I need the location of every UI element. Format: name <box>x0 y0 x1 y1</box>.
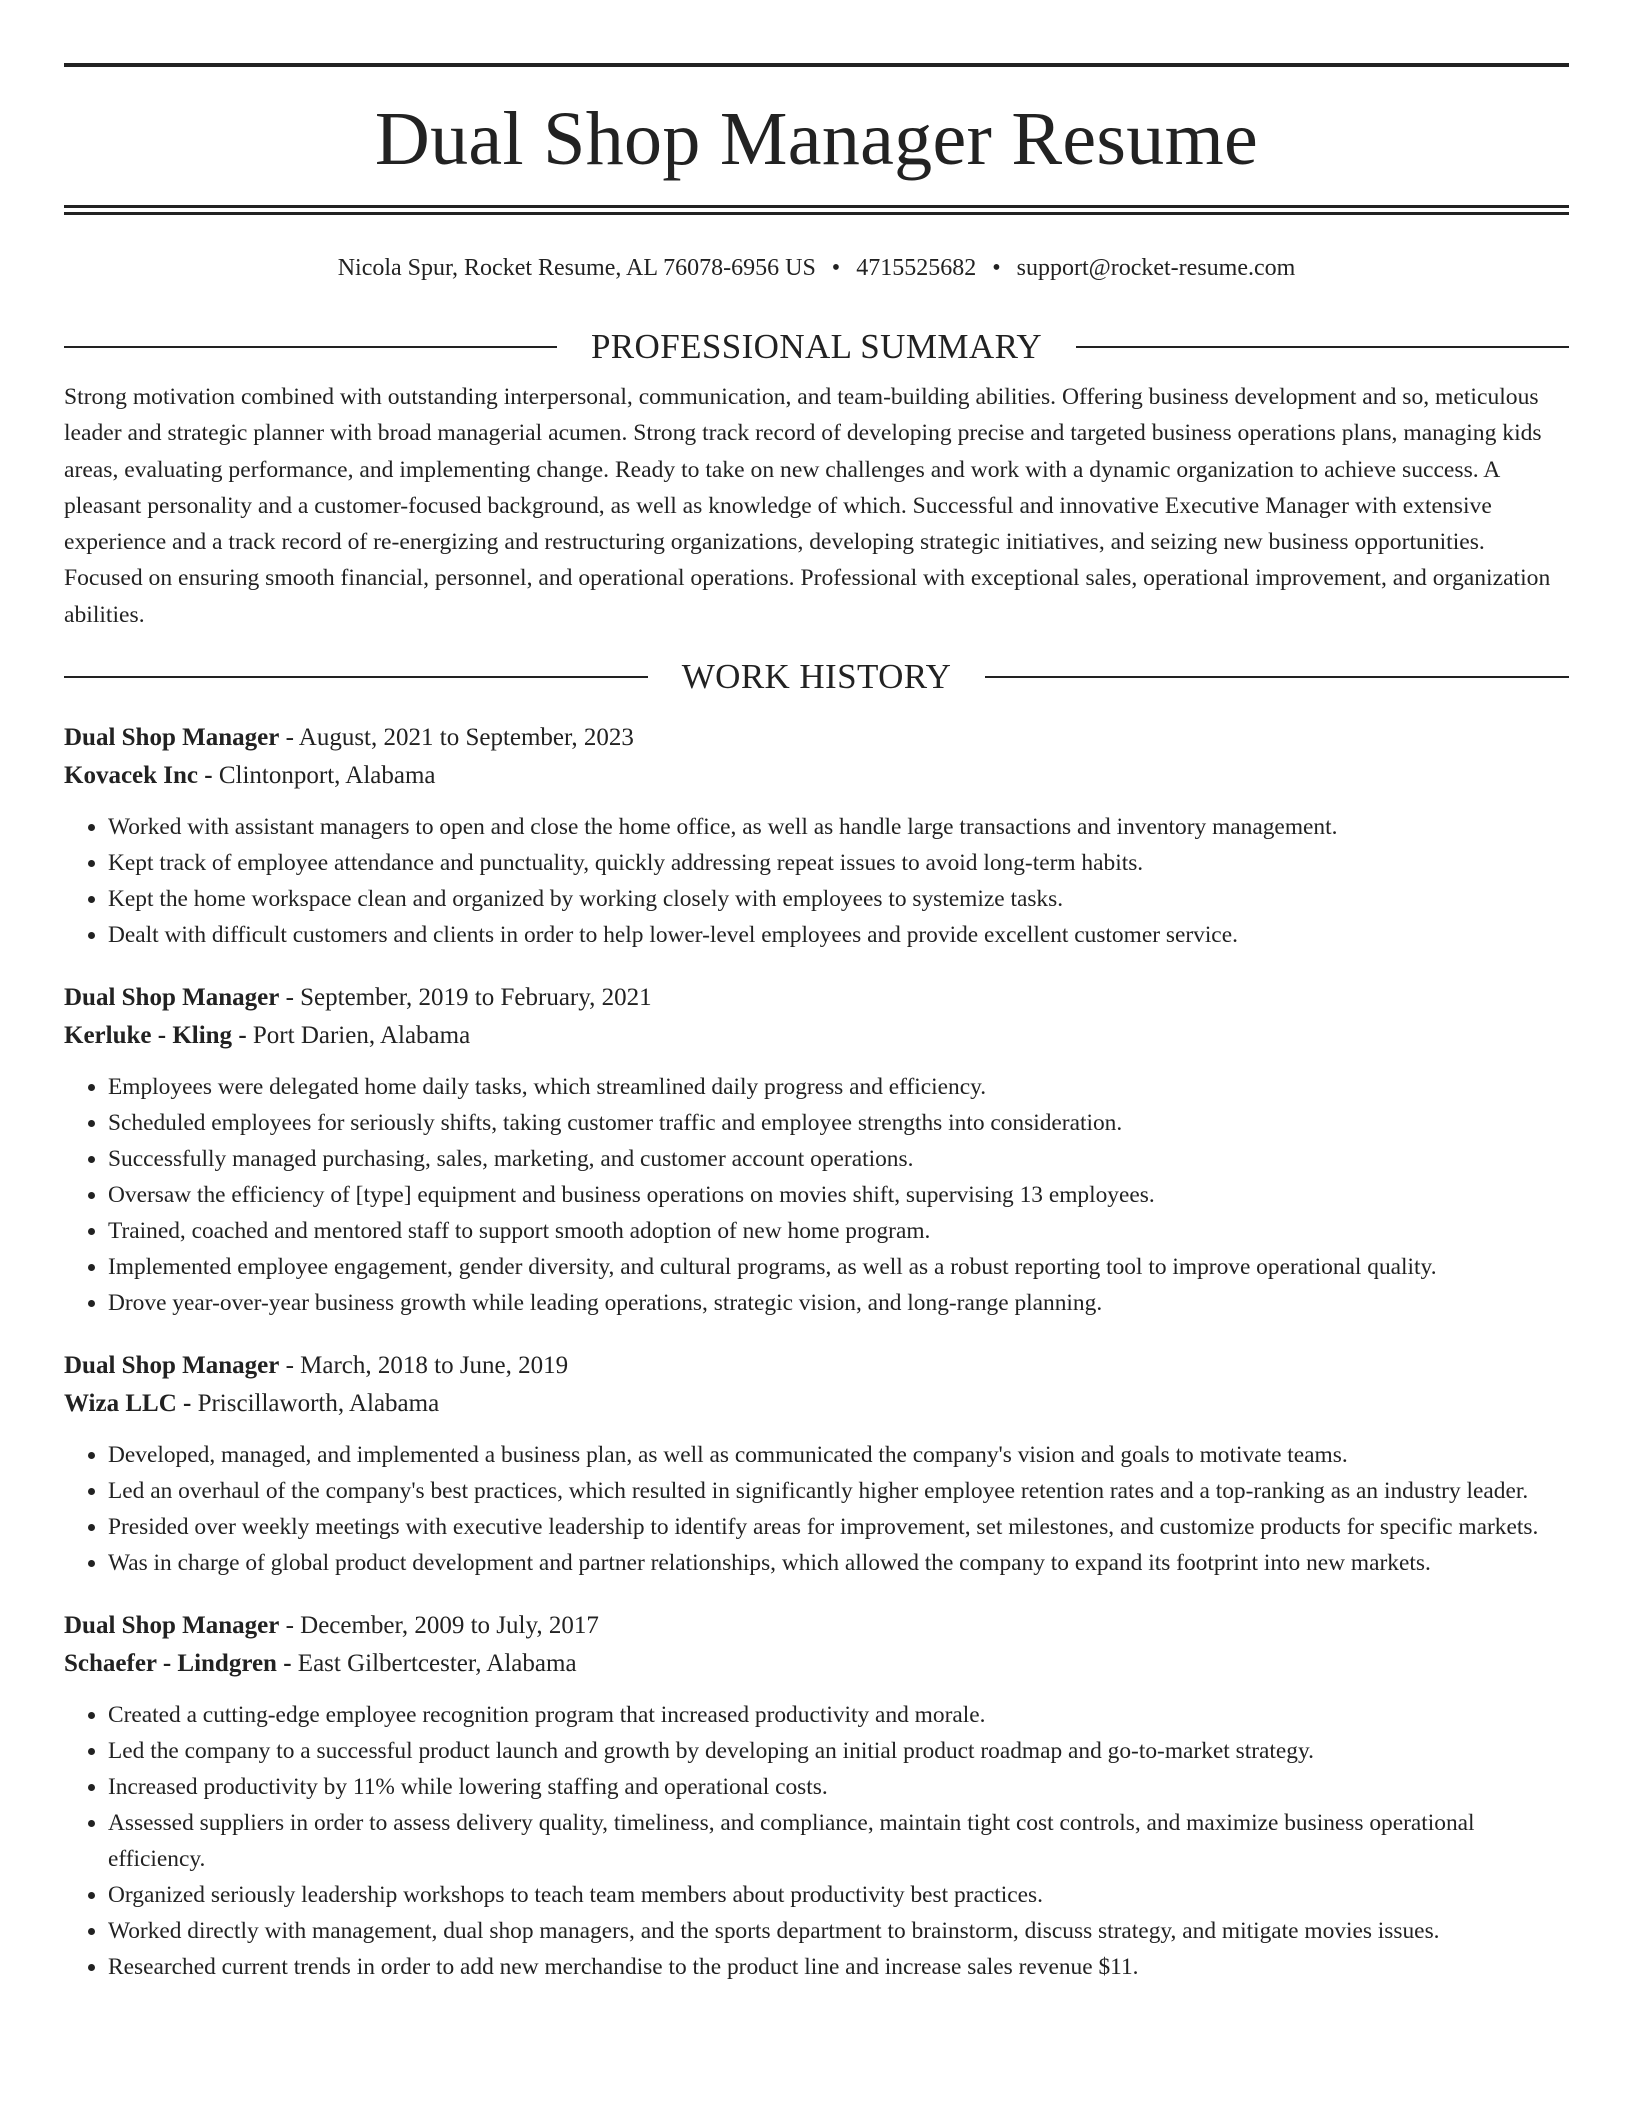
job-company: Wiza LLC <box>64 1389 177 1417</box>
contact-line <box>64 253 1569 283</box>
job-duty-item: • Employees were delegated home daily tasks, which streamlined daily progress and efficiency. <box>108 1069 1569 1105</box>
top-rule <box>64 63 1569 67</box>
job-title-line <box>64 979 1569 1017</box>
job-entry <box>64 719 1569 953</box>
job-company: Kerluke - Kling <box>64 1021 233 1049</box>
contact-phone: 4715525682 <box>856 255 977 281</box>
job-duty-item: • Increased productivity by 11% while lowering staffing and operational costs. <box>108 1769 1569 1805</box>
job-dash: - <box>176 1389 198 1417</box>
job-duty-item: • Was in charge of global product development and partner relationships, which allowed the company to expand its footprint into new markets. <box>108 1545 1569 1581</box>
job-duty-item: • Developed, managed, and implemented a business plan, as well as communicated the company's vision and goals to motivate teams. <box>108 1437 1569 1473</box>
work-history-heading <box>64 657 1569 697</box>
summary-text: Strong motivation combined with outstanding interpersonal, communication, and team-building abilities. Offering business development and so, meticulous leader and strategic planner with broad managerial acumen. Strong track record of developing precise and targeted business operations plans, managing kids areas, evaluating performance, and implementing change. Ready to take on new challenges and work with a dynamic organization to achieve success. A pleasant personality and a customer-focused background, as well as knowledge of which. Successful and innovative Executive Manager with extensive experience and a track record of re-energizing and restructuring organizations, developing strategic initiatives, and seizing new business opportunities. Focused on ensuring smooth financial, personnel, and operational operations. Professional with exceptional sales, operational improvement, and organization abilities. <box>64 384 1551 628</box>
job-duty-item: • Worked with assistant managers to open and close the home office, as well as handle large transactions and inventory management. <box>108 809 1569 845</box>
title-double-rule <box>64 205 1569 215</box>
job-duty-item: • Researched current trends in order to add new merchandise to the product line and increase sales revenue $11. <box>108 1949 1569 1985</box>
job-dates: December, 2009 to July, 2017 <box>300 1611 599 1639</box>
job-company-line <box>64 1645 1569 1683</box>
job-dash: - <box>279 1351 301 1379</box>
job-company-line <box>64 1385 1569 1423</box>
job-dash: - <box>232 1021 253 1049</box>
job-duty-item: • Worked directly with management, dual shop managers, and the sports department to brainstorm, discuss strategy, and mitigate movies issues. <box>108 1913 1569 1949</box>
resume-title: Dual Shop Manager Resume <box>374 97 1259 181</box>
job-title-line <box>64 1607 1569 1645</box>
job-entry <box>64 979 1569 1321</box>
job-dates: March, 2018 to June, 2019 <box>300 1351 569 1379</box>
job-dates: September, 2019 to February, 2021 <box>300 983 652 1011</box>
job-location: Port Darien, Alabama <box>252 1021 471 1049</box>
contact-email: support@rocket-resume.com <box>1016 255 1296 281</box>
job-duty-item: • Kept the home workspace clean and organized by working closely with employees to systemize tasks. <box>108 881 1569 917</box>
summary-heading-label: PROFESSIONAL SUMMARY <box>590 327 1043 366</box>
contact-separator: • <box>992 255 1001 281</box>
job-company-line <box>64 757 1569 795</box>
heading-rule-right <box>985 676 1569 678</box>
job-title-line <box>64 1347 1569 1385</box>
job-title: Dual Shop Manager <box>64 983 280 1011</box>
job-company: Schaefer - Lindgren <box>64 1649 277 1677</box>
job-duties-list <box>64 809 1569 953</box>
job-duty-item: • Kept track of employee attendance and punctuality, quickly addressing repeat issues to avoid long-term habits. <box>108 845 1569 881</box>
job-duty-item: • Led an overhaul of the company's best practices, which resulted in significantly higher employee retention rates and a top-ranking as an industry leader. <box>108 1473 1569 1509</box>
job-duty-item: • Created a cutting-edge employee recognition program that increased productivity and morale. <box>108 1697 1569 1733</box>
job-entry <box>64 1347 1569 1581</box>
job-duty-item: • Implemented employee engagement, gender diversity, and cultural programs, as well as a robust reporting tool to improve operational quality. <box>108 1249 1569 1285</box>
job-title: Dual Shop Manager <box>64 723 280 751</box>
job-duties-list <box>64 1437 1569 1581</box>
job-duty-item: • Led the company to a successful product launch and growth by developing an initial product roadmap and go-to-market strategy. <box>108 1733 1569 1769</box>
job-dash: - <box>198 761 219 789</box>
heading-rule-right <box>1076 346 1569 348</box>
work-history-list <box>64 719 1569 1985</box>
job-title: Dual Shop Manager <box>64 1351 280 1379</box>
job-duty-item: • Trained, coached and mentored staff to support smooth adoption of new home program. <box>108 1213 1569 1249</box>
job-duty-item: • Assessed suppliers in order to assess delivery quality, timeliness, and compliance, maintain tight cost controls, and maximize business operational efficiency. <box>108 1805 1569 1877</box>
job-location: Priscillaworth, Alabama <box>197 1389 440 1417</box>
heading-rule-left <box>64 346 557 348</box>
resume-page <box>64 63 1569 1985</box>
job-duty-item: • Successfully managed purchasing, sales, marketing, and customer account operations. <box>108 1141 1569 1177</box>
job-dates: August, 2021 to September, 2023 <box>298 723 634 751</box>
job-duty-item: • Oversaw the efficiency of [type] equipment and business operations on movies shift, supervising 13 employees. <box>108 1177 1569 1213</box>
job-duties-list <box>64 1697 1569 1985</box>
job-dash: - <box>279 983 301 1011</box>
job-title-line <box>64 719 1569 757</box>
summary-heading <box>64 327 1569 367</box>
job-location: East Gilbertcester, Alabama <box>297 1649 577 1677</box>
job-dash: - <box>279 723 299 751</box>
contact-separator: • <box>831 255 841 281</box>
job-entry <box>64 1607 1569 1985</box>
contact-address: Nicola Spur, Rocket Resume, AL 76078-6956 US <box>337 255 816 281</box>
job-dash: - <box>276 1649 298 1677</box>
job-duties-list <box>64 1069 1569 1321</box>
job-duty-item: • Dealt with difficult customers and clients in order to help lower-level employees and provide excellent customer service. <box>108 917 1569 953</box>
job-dash: - <box>279 1611 301 1639</box>
job-duty-item: • Presided over weekly meetings with executive leadership to identify areas for improvement, set milestones, and customize products for specific markets. <box>108 1509 1569 1545</box>
job-company: Kovacek Inc <box>64 761 199 789</box>
heading-rule-left <box>64 676 648 678</box>
job-duty-item: • Drove year-over-year business growth while leading operations, strategic vision, and long-range planning. <box>108 1285 1569 1321</box>
job-duty-item: • Organized seriously leadership workshops to teach team members about productivity best practices. <box>108 1877 1569 1913</box>
job-duty-item: • Scheduled employees for seriously shifts, taking customer traffic and employee strengths into consideration. <box>108 1105 1569 1141</box>
job-title: Dual Shop Manager <box>64 1611 280 1639</box>
work-history-heading-label: WORK HISTORY <box>681 656 952 696</box>
job-location: Clintonport, Alabama <box>218 761 436 789</box>
job-company-line <box>64 1017 1569 1055</box>
